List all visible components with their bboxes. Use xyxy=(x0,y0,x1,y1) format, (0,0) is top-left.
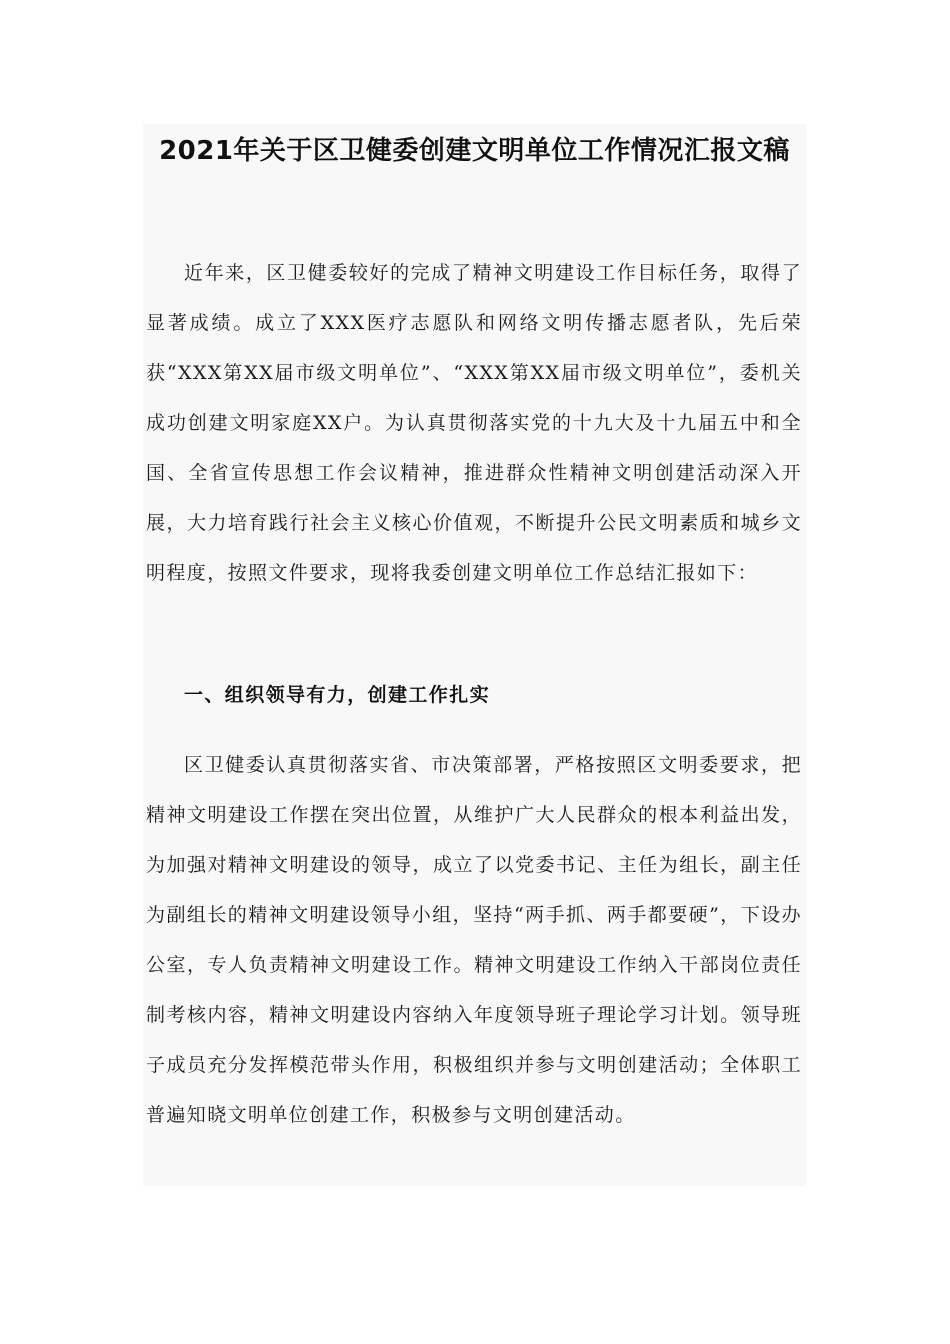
section-heading: 一、组织领导有力，创建工作扎实 xyxy=(184,684,491,706)
document-title: 2021年关于区卫健委创建文明单位工作情况汇报文稿 xyxy=(159,136,790,166)
section-paragraph: 区卫健委认真贯彻落实省、市决策部署，严格按照区文明委要求，把精神文明建设工作摆在突出位置，从维护广大人民群众的根本利益出发，为加强对精神文明建设的领导，成立了以党委书记、主任为组长，副主任为副组长的精神文明建设领导小组，坚持“两手抓、两手都要硬”，下设办公室，专人负责精神文明建设工作。精神文明建设工作纳入干部岗位责任制考核内容，精神文明建设内容纳入年度领导班子理论学习计划。领导班子成员充分发挥模范带头作用，积极组织并参与文明创建活动；全体职工普遍知晓文明单位创建工作，积极参与文明创建活动。 xyxy=(146,754,802,1126)
intro-paragraph: 近年来，区卫健委较好的完成了精神文明建设工作目标任务，取得了显著成绩。成立了XXX医疗志愿队和网络文明传播志愿者队，先后荣获“XXX第XX届市级文明单位”、“XXX第XX届市级文明单位”，委机关成功创建文明家庭XX户。为认真贯彻落实党的十九大及十九届五中和全国、全省宣传思想工作会议精神，推进群众性精神文明创建活动深入开展，大力培育践行社会主义核心价值观，不断提升公民文明素质和城乡文明程度，按照文件要求，现将我委创建文明单位工作总结汇报如下： xyxy=(146,262,802,584)
